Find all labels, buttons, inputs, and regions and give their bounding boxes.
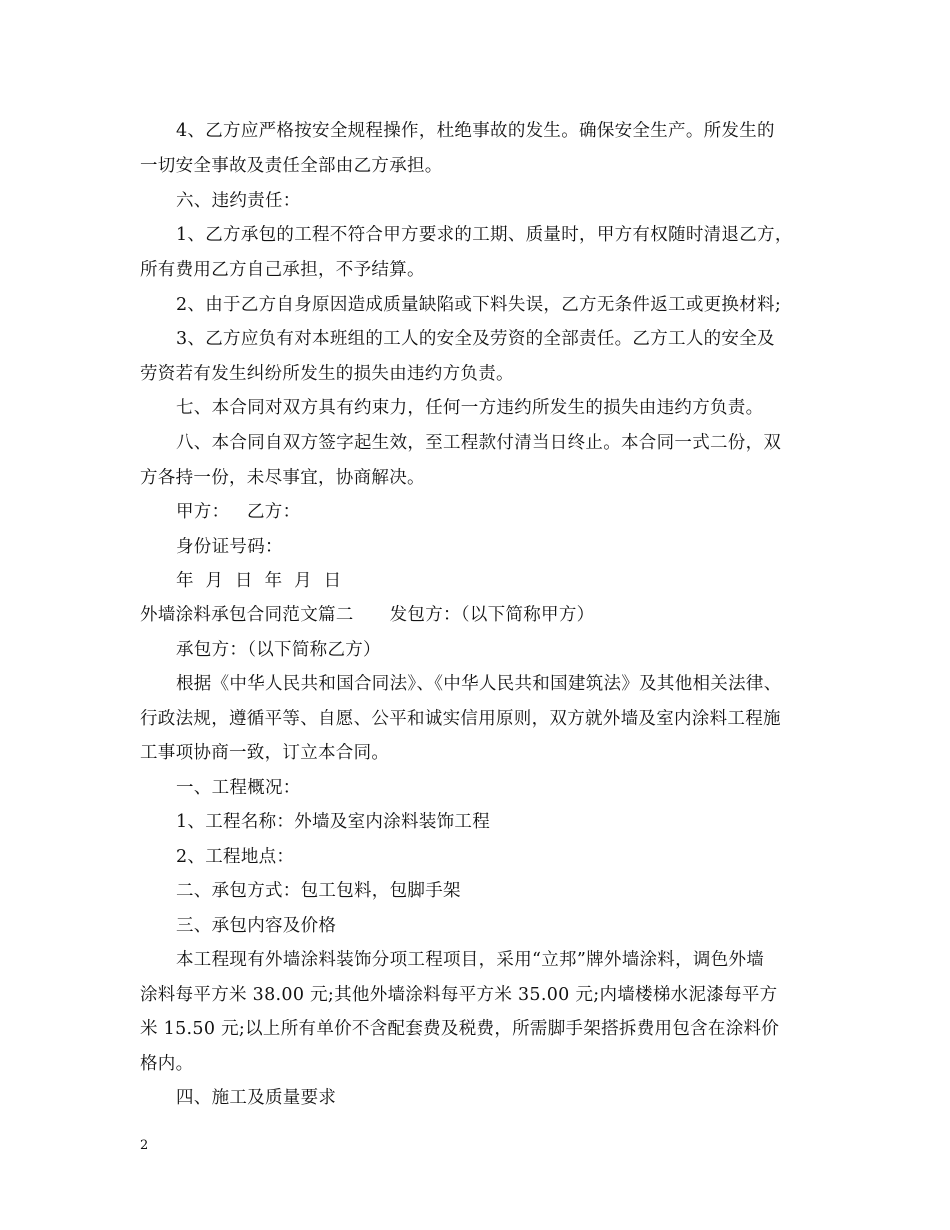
paragraph-line: 所有费用乙方自己承担，不予结算。 — [140, 260, 425, 280]
contractor-label: 承包方：（以下简称乙方） — [176, 640, 381, 660]
signature-parties: 甲方： 乙方： — [176, 502, 301, 522]
section-heading: 二、承包方式：包工包料，包脚手架 — [176, 881, 461, 901]
paragraph-line: 1、工程名称：外墙及室内涂料装饰工程 — [176, 812, 491, 832]
paragraph-line: 3、乙方应负有对本班组的工人的安全及劳资的全部责任。乙方工人的安全及 — [176, 329, 775, 349]
page-number: 2 — [140, 1138, 149, 1153]
paragraph-line: 方各持一份，未尽事宜，协商解决。 — [140, 468, 425, 488]
paragraph-line: 米 15.50 元;以上所有单价不含配套费及税费，所需脚手架搭拆费用包含在涂料价 — [140, 1019, 780, 1039]
date-line: 年 月 日 年 月 日 — [176, 571, 342, 591]
paragraph-line: 2、工程地点： — [176, 847, 295, 867]
section-heading: 六、违约责任： — [176, 191, 301, 211]
paragraph-line: 七、本合同对双方具有约束力，任何一方违约所发生的损失由违约方负责。 — [176, 398, 764, 418]
paragraph-line: 涂料每平方米 38.00 元;其他外墙涂料每平方米 35.00 元;内墙楼梯水泥漆每平方 — [140, 985, 778, 1005]
paragraph-line: 4、乙方应严格按安全规程操作，杜绝事故的发生。确保安全生产。所发生的 — [176, 121, 775, 141]
paragraph-line: 2、由于乙方自身原因造成质量缺陷或下料失误，乙方无条件返工或更换材料; — [176, 295, 782, 315]
id-number-label: 身份证号码： — [176, 537, 283, 557]
paragraph-line: 工事项协商一致，订立本合同。 — [140, 743, 390, 763]
paragraph-line: 1、乙方承包的工程不符合甲方要求的工期、质量时，甲方有权随时清退乙方， — [176, 225, 793, 245]
article-title: 外墙涂料承包合同范文篇二 — [140, 605, 354, 625]
paragraph-line: 劳资若有发生纠纷所发生的损失由违约方负责。 — [140, 364, 514, 384]
paragraph-line: 一切安全事故及责任全部由乙方承担。 — [140, 156, 443, 176]
title-line — [140, 604, 820, 626]
paragraph-line: 本工程现有外墙涂料装饰分项工程项目，采用“立邦”牌外墙涂料，调色外墙 — [176, 950, 765, 970]
paragraph-line: 根据《中华人民共和国合同法》、《中华人民共和国建筑法》及其他相关法律、 — [176, 674, 782, 694]
paragraph-line: 格内。 — [140, 1054, 194, 1074]
employer-label: 发包方：（以下简称甲方） — [389, 605, 595, 625]
paragraph-line: 八、本合同自双方签字起生效，至工程款付清当日终止。本合同一式二份，双 — [176, 433, 782, 453]
section-heading: 四、施工及质量要求 — [176, 1088, 337, 1108]
paragraph-line: 行政法规，遵循平等、自愿、公平和诚实信用原则，双方就外墙及室内涂料工程施 — [140, 709, 781, 729]
section-heading: 一、工程概况： — [176, 778, 301, 798]
section-heading: 三、承包内容及价格 — [176, 916, 337, 936]
